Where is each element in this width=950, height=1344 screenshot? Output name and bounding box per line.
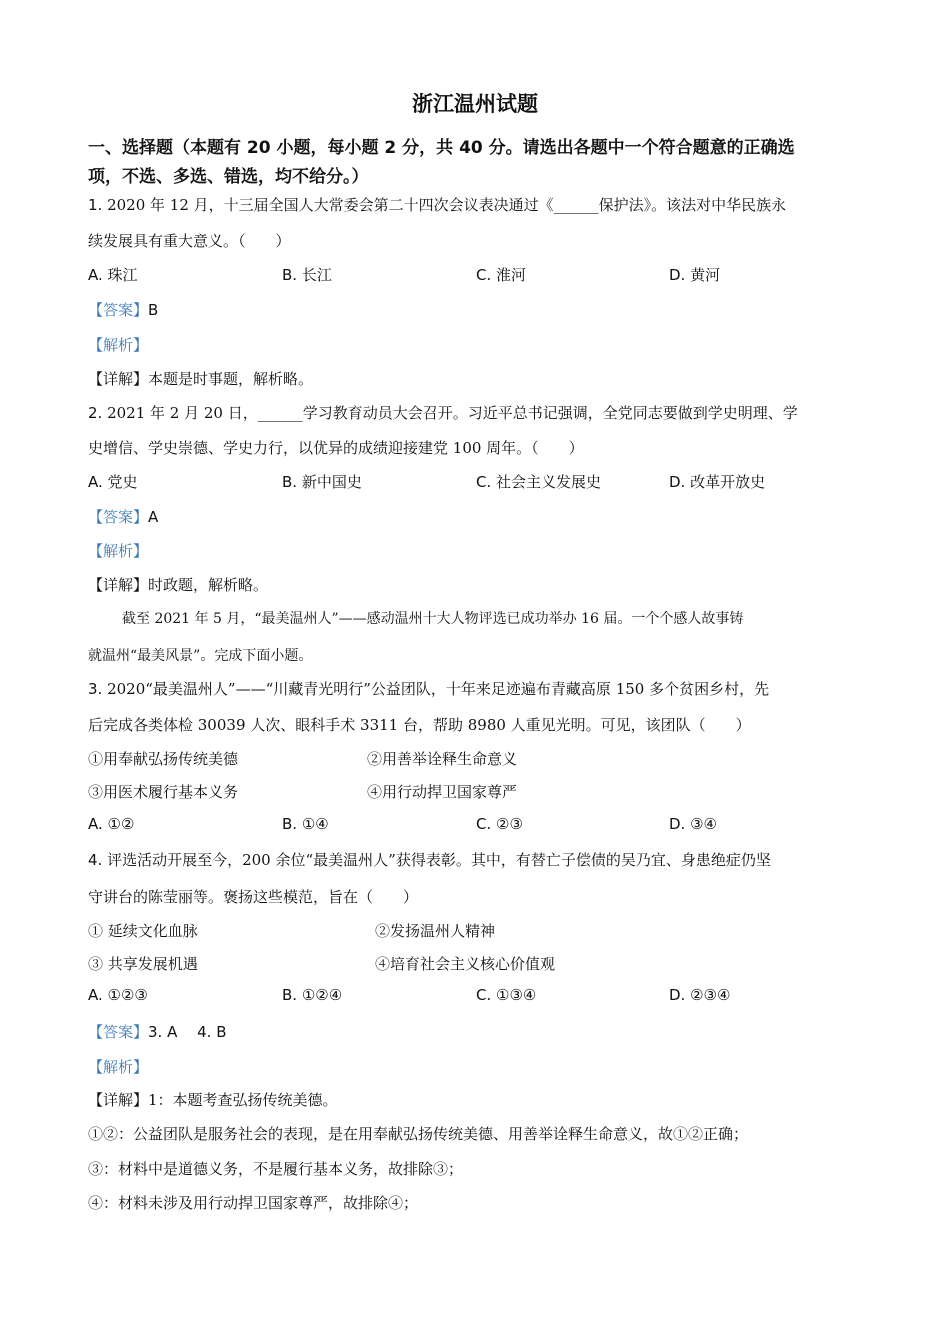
q3-option-c: C. ②③ <box>476 815 523 833</box>
q34-point-3: ④：材料未涉及用行动捍卫国家尊严，故排除④； <box>88 1194 419 1212</box>
q34-detail: 【详解】1：本题考查弘扬传统美德。 <box>88 1091 338 1109</box>
q1-option-c: C. 淮河 <box>476 266 527 284</box>
q34-point-1: ①②：公益团队是服务社会的表现，是在用奉献弘扬传统美德、用善举诠释生命意义，故①②正确； <box>88 1125 749 1143</box>
q3-stem-line-1: 3. 2020“最美温州人”——“川藏青光明行”公益团队，十年来足迹遍布青藏高原 150 多个贫困乡村，先 <box>88 680 770 698</box>
q3-statement-4: ④用行动捍卫国家尊严 <box>367 783 518 801</box>
q3-statement-3: ③用医术履行基本义务 <box>88 783 239 801</box>
q1-option-a: A. 珠江 <box>88 266 138 284</box>
q2-analysis-tag: 【解析】 <box>88 542 149 560</box>
q1-answer: 【答案】B <box>88 301 159 319</box>
section-heading-line-1: 一、选择题（本题有 20 小题，每小题 2 分，共 40 分。请选出各题中一个符合题意的正确选 <box>88 138 795 158</box>
q2-option-d: D. 改革开放史 <box>669 473 766 491</box>
q4-statement-1: ① 延续文化血脉 <box>88 922 198 940</box>
q34-point-2: ③：材料中是道德义务，不是履行基本义务，故排除③； <box>88 1160 464 1178</box>
q1-number: 1. <box>88 196 103 214</box>
q1-stem-line-2: 续发展具有重大意义。（ ） <box>88 232 291 250</box>
q2-answer: 【答案】A <box>88 508 159 526</box>
q4-stem-line-2: 守讲台的陈莹丽等。褒扬这些模范，旨在（ ） <box>88 888 419 906</box>
q34-analysis-tag: 【解析】 <box>88 1058 149 1076</box>
q34-answer: 【答案】3. A 4. B <box>88 1023 227 1041</box>
q1-option-d: D. 黄河 <box>669 266 721 284</box>
q2-detail: 【详解】时政题，解析略。 <box>88 576 269 594</box>
q3-number: 3. <box>88 680 103 698</box>
q4-statement-3: ③ 共享发展机遇 <box>88 955 198 973</box>
q1-option-b: B. 长江 <box>282 266 332 284</box>
q3-statement-1: ①用奉献弘扬传统美德 <box>88 750 239 768</box>
q3-stem-line-2: 后完成各类体检 30039 人次、眼科手术 3311 台，帮助 8980 人重见光明。可见，该团队（ ） <box>88 716 751 734</box>
q3-statement-2: ②用善举诠释生命意义 <box>367 750 518 768</box>
q3-option-d: D. ③④ <box>669 815 717 833</box>
q3-option-a: A. ①② <box>88 815 135 833</box>
q4-option-a: A. ①②③ <box>88 986 148 1004</box>
q4-option-c: C. ①③④ <box>476 986 537 1004</box>
q2-number: 2. <box>88 404 103 422</box>
q4-stem-line-1: 4. 评选活动开展至今，200 余位“最美温州人”获得表彰。其中，有替亡子偿债的吴乃宜、身患绝症仍坚 <box>88 851 771 869</box>
q2-stem-line-2: 史增信、学史崇德、学史力行，以优异的成绩迎接建党 100 周年。（ ） <box>88 439 584 457</box>
q4-statement-4: ④培育社会主义核心价值观 <box>375 955 556 973</box>
q1-analysis-tag: 【解析】 <box>88 336 149 354</box>
material-line-2: 就温州“最美风景”。完成下面小题。 <box>88 648 313 664</box>
q4-option-d: D. ②③④ <box>669 986 731 1004</box>
q3-option-b: B. ①④ <box>282 815 329 833</box>
material-line-1: 截至 2021 年 5 月，“最美温州人”——感动温州十大人物评选已成功举办 16 届。一个个感人故事铸 <box>122 611 744 627</box>
q2-stem-line-1: 2. 2021 年 2 月 20 日，______学习教育动员大会召开。习近平总书记强调，全党同志要做到学史明理、学 <box>88 404 798 422</box>
q4-number: 4. <box>88 851 103 869</box>
q2-option-b: B. 新中国史 <box>282 473 362 491</box>
q2-option-c: C. 社会主义发展史 <box>476 473 602 491</box>
q1-detail: 【详解】本题是时事题，解析略。 <box>88 370 314 388</box>
q4-statement-2: ②发扬温州人精神 <box>375 922 496 940</box>
q1-stem-line-1: 1. 2020 年 12 月，十三届全国人大常委会第二十四次会议表决通过《______保护法》。该法对中华民族永 <box>88 196 787 214</box>
section-heading-line-2: 项，不选、多选、错选，均不给分。） <box>88 167 369 187</box>
q4-option-b: B. ①②④ <box>282 986 343 1004</box>
page-title: 浙江温州试题 <box>412 92 538 116</box>
q2-option-a: A. 党史 <box>88 473 138 491</box>
